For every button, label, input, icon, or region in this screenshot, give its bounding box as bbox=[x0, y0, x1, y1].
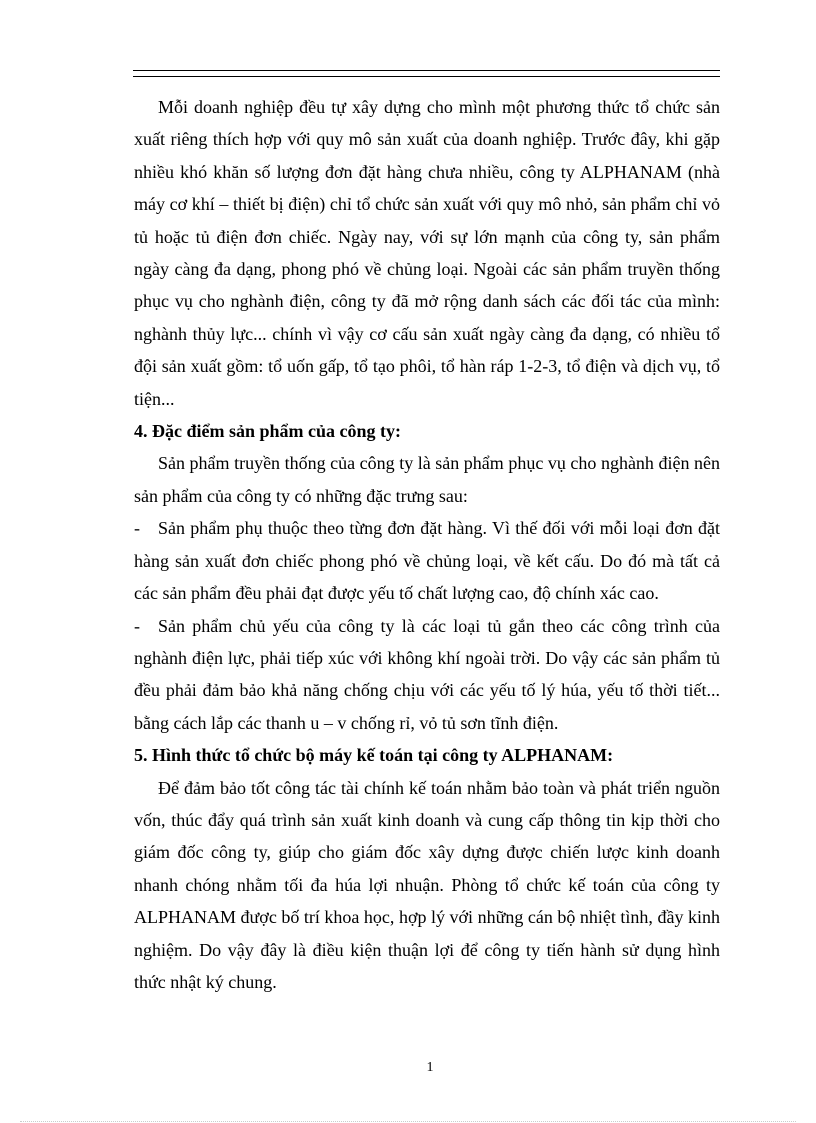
paragraph-production-organization: Mỗi doanh nghiệp đều tự xây dựng cho mình một phương thức tổ chức sản xuất riêng thích hợp với quy mô sản xuất của doanh nghiệp. Trước đây, khi gặp nhiều khó khăn số lượng đơn đặt hàng chưa nhiều, công ty ALPHANAM (nhà máy cơ khí – thiết bị điện) chỉ tổ chức sản xuất với quy mô nhỏ, sản phẩm chỉ vỏ tủ hoặc tủ điện đơn chiếc. Ngày nay, với sự lớn mạnh của công ty, sản phẩm ngày càng đa dạng, phong phó về chủng loại. Ngoài các sản phẩm truyền thống phục vụ cho nghành điện, công ty đã mở rộng danh sách các đối tác của mình: nghành thủy lực... chính vì vậy cơ cấu sản xuất ngày càng đa dạng, có nhiều tổ đội sản xuất gồm: tổ uốn gấp, tổ tạo phôi, tổ hàn ráp 1-2-3, tổ điện và dịch vụ, tổ tiện... bbox=[134, 97, 720, 409]
header-double-rule bbox=[133, 70, 720, 77]
paragraph-accounting-organization: Để đảm bảo tốt công tác tài chính kế toán nhằm bảo toàn và phát triển nguồn vốn, thúc đẩy quá trình sản xuất kinh doanh và cung cấp thông tin kịp thời cho giám đốc công ty, giúp cho giám đốc xây dựng được chiến lược kinh doanh nhanh chóng nhằm tối đa húa lợi nhuận. Phòng tổ chức kế toán của công ty ALPHANAM được bố trí khoa học, hợp lý với những cán bộ nhiệt tình, đầy kinh nghiệm. Do vậy đây là điều kiện thuận lợi để công ty tiến hành sử dụng hình thức nhật ký chung. bbox=[134, 777, 720, 992]
bullet-dash: - bbox=[134, 615, 140, 636]
section-heading-5: 5. Hình thức tổ chức bộ máy kế toán tại công ty ALPHANAM: bbox=[134, 745, 614, 766]
section-heading-4: 4. Đặc điểm sản phẩm của công ty: bbox=[134, 421, 402, 442]
bullet-item-2 bbox=[134, 610, 720, 740]
bullet-text-1: Sản phẩm phụ thuộc theo từng đơn đặt hàng. Vì thế đối với mỗi loại đơn đặt hàng sản xuất đơn chiếc phong phó về chủng loại, về kết cấu. Do đó mà tất cả các sản phẩm đều phải đạt được yếu tố chất lượng cao, độ chính xác cao. bbox=[134, 518, 720, 604]
document-body bbox=[134, 91, 720, 998]
page-bottom-border bbox=[20, 1121, 796, 1122]
bullet-text-2: Sản phẩm chủ yếu của công ty là các loại tủ gắn theo các công trình của nghành điện lực, phải tiếp xúc với không khí ngoài trời. Do vậy các sản phẩm tủ đều phải đảm bảo khả năng chống chịu với các yếu tố lý húa, yếu tố thời tiết... bằng cách lắp các thanh u – v chống rỉ, vỏ tủ sơn tĩnh điện. bbox=[134, 615, 720, 733]
bullet-dash: - bbox=[134, 518, 140, 539]
page-number: 1 bbox=[426, 1060, 434, 1075]
paragraph-product-features: Sản phẩm truyền thống của công ty là sản phẩm phục vụ cho nghành điện nên sản phẩm của công ty có những đặc trưng sau: bbox=[134, 453, 720, 506]
bullet-item-1 bbox=[134, 512, 720, 609]
